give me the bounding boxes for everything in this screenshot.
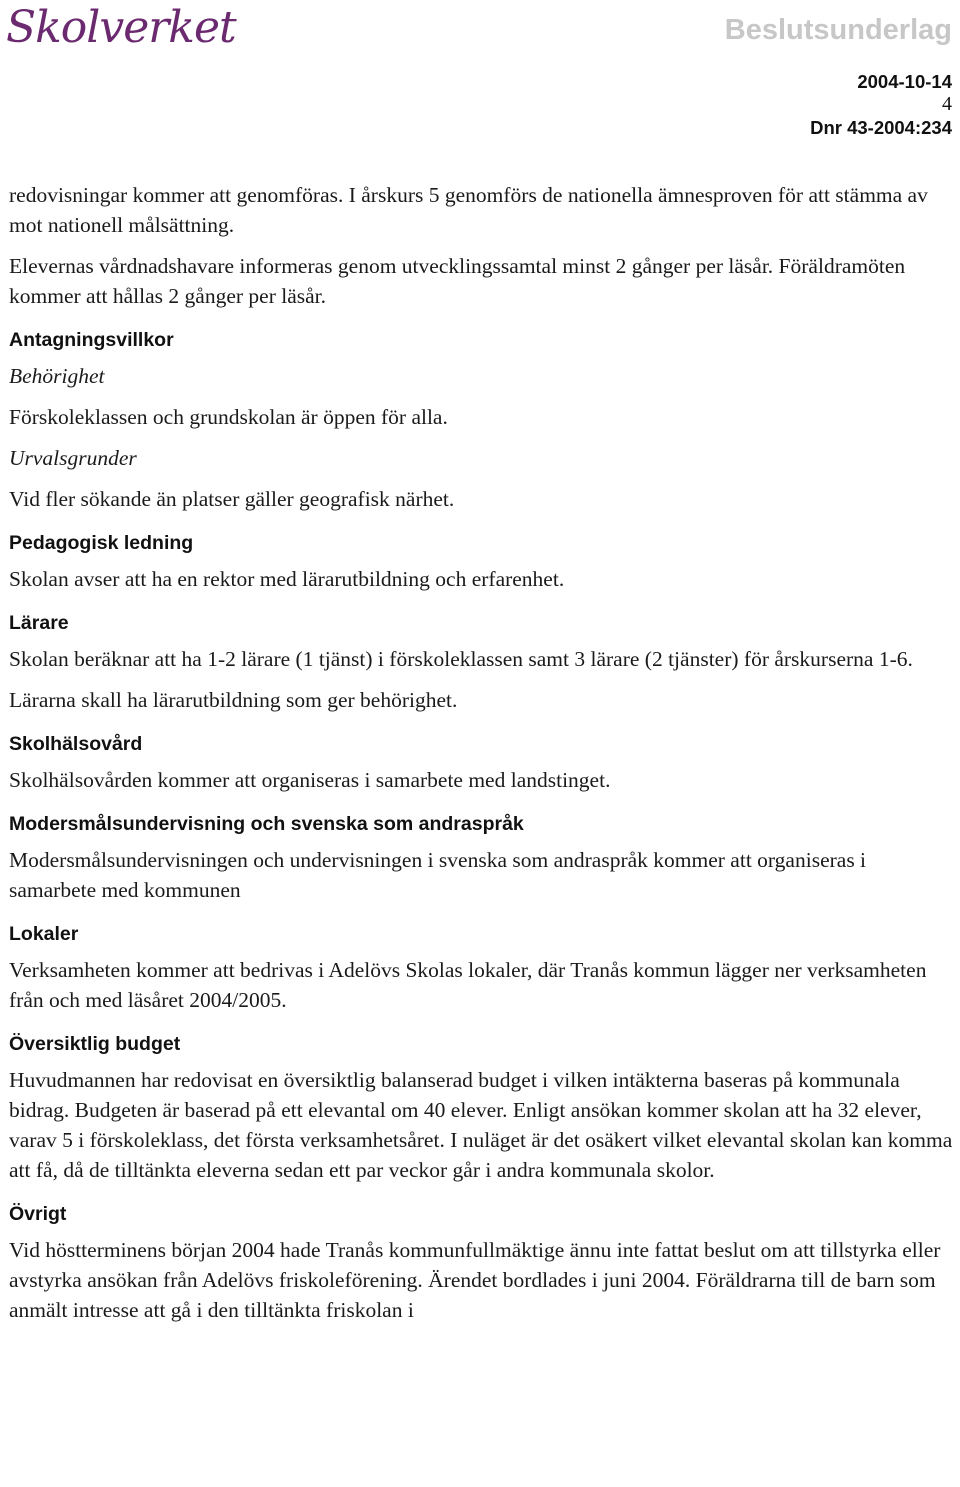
paragraph-modersmalsundervisning: Modersmålsundervisningen och undervisningen i svenska som andraspråk kommer att organiseras i samarbete med kommunen	[9, 848, 867, 902]
paragraph-pedagogisk-ledning: Skolan avser att ha en rektor med lärarutbildning och erfarenhet.	[9, 567, 565, 591]
paragraph-lokaler: Verksamheten kommer att bedrivas i Adelövs Skolas lokaler, där Tranås kommun lägger ner verksamheten från och med läsåret 2004/2005.	[9, 958, 927, 1012]
paragraph-ovrigt: Vid höstterminens början 2004 hade Tranås kommunfullmäktige ännu inte fattat beslut om att tillstyrka eller avstyrka ansökan från Adelövs friskoleförening. Ärendet bordlades i juni 2004. Föräldrarna till de barn som anmält intresse att gå i den tilltänkta friskolan i	[9, 1238, 941, 1322]
heading-pedagogisk-ledning: Pedagogisk ledning	[9, 532, 194, 554]
document-registration-number: Dnr 43-2004:234	[810, 117, 952, 138]
paragraph-oversiktlig-budget: Huvudmannen har redovisat en översiktlig balanserad budget i vilken intäkterna baseras på kommunala bidrag. Budgeten är baserad på ett elevantal om 40 elever. Enligt ansökan kommer skolan att ha 32 elever, varav 5 i förskoleklass, det första verksamhetsåret. I nuläget är det osäkert vilket elevantal skolan kan komma att få, då de tilltänkta eleverna sedan ett par veckor går i andra kommunala skolor.	[9, 1068, 953, 1182]
heading-antagningsvillkor: Antagningsvillkor	[9, 329, 174, 351]
subheading-behorighet: Behörighet	[9, 364, 105, 388]
paragraph-nationella-prov: redovisningar kommer att genomföras. I årskurs 5 genomförs de nationella ämnesproven för att stämma av mot nationell målsättning.	[9, 183, 928, 237]
heading-lokaler: Lokaler	[9, 923, 79, 945]
heading-oversiktlig-budget: Översiktlig budget	[9, 1033, 181, 1055]
subheading-urvalsgrunder: Urvalsgrunder	[9, 446, 137, 470]
document-body	[9, 180, 957, 1336]
page-number: 4	[942, 93, 952, 115]
paragraph-skolhalsovard: Skolhälsovården kommer att organiseras i samarbete med landstinget.	[9, 768, 611, 792]
paragraph-behorighet: Förskoleklassen och grundskolan är öppen för alla.	[9, 405, 448, 429]
document-date: 2004-10-14	[857, 71, 952, 92]
paragraph-larare-antal: Skolan beräknar att ha 1-2 lärare (1 tjänst) i förskoleklassen samt 3 lärare (2 tjänster) för årskurserna 1-6.	[9, 647, 913, 671]
paragraph-urvalsgrunder: Vid fler sökande än platser gäller geografisk närhet.	[9, 487, 455, 511]
heading-skolhalsovard: Skolhälsovård	[9, 733, 143, 755]
heading-modersmalsundervisning: Modersmålsundervisning och svenska som andraspråk	[9, 813, 524, 835]
heading-ovrigt: Övrigt	[9, 1203, 67, 1225]
document-meta	[810, 70, 952, 139]
heading-larare: Lärare	[9, 612, 69, 634]
document-type-label: Beslutsunderlag	[724, 14, 952, 46]
paragraph-larare-behorighet: Lärarna skall ha lärarutbildning som ger behörighet.	[9, 688, 458, 712]
skolverket-logo: Skolverket	[6, 2, 236, 53]
paragraph-vardnadshavare: Elevernas vårdnadshavare informeras genom utvecklingssamtal minst 2 gånger per läsår. Föräldramöten kommer att hållas 2 gånger per läsår.	[9, 254, 906, 308]
